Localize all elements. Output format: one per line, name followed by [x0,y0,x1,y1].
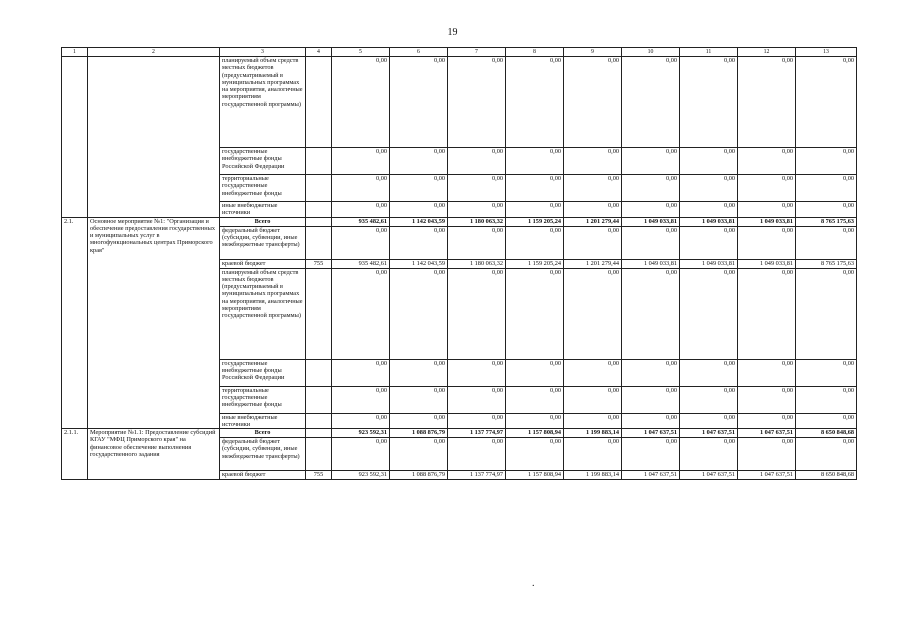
value-cell: 0,00 [796,268,857,359]
value-cell: 1 201 279,44 [564,259,622,268]
value-cell: 0,00 [680,438,738,471]
value-cell: 0,00 [448,413,506,429]
value-cell: 0,00 [738,359,796,386]
value-cell: 8 650 848,68 [796,429,857,438]
grbs-cell [306,57,332,148]
value-cell: 1 142 043,59 [390,217,448,226]
value-cell: 0,00 [680,202,738,218]
column-number-row [62,48,857,57]
value-cell: 0,00 [448,386,506,413]
grbs-cell [306,268,332,359]
value-cell: 1 142 043,59 [390,259,448,268]
value-cell: 0,00 [738,226,796,259]
value-cell: 0,00 [622,226,680,259]
value-cell: 0,00 [564,202,622,218]
value-cell: 1 159 205,24 [506,217,564,226]
column-header: 13 [796,48,857,57]
value-cell: 0,00 [390,57,448,148]
value-cell: 0,00 [622,413,680,429]
value-cell: 1 047 637,51 [680,429,738,438]
column-header: 9 [564,48,622,57]
value-cell: 0,00 [796,438,857,471]
value-cell: 0,00 [622,438,680,471]
column-header: 3 [220,48,306,57]
value-cell: 0,00 [332,413,390,429]
value-cell: 1 049 033,81 [738,259,796,268]
value-cell: 1 049 033,81 [738,217,796,226]
value-cell: 1 159 205,24 [506,259,564,268]
source-label: территориальные государственные внебюджетные фонды [220,175,306,202]
value-cell: 0,00 [564,175,622,202]
row-number: 2.1. [62,217,88,429]
table-row [62,429,857,438]
column-header: 5 [332,48,390,57]
value-cell: 0,00 [390,359,448,386]
budget-table [61,47,857,480]
value-cell: 0,00 [332,202,390,218]
value-cell: 1 201 279,44 [564,217,622,226]
value-cell: 1 137 774,97 [448,429,506,438]
column-header: 8 [506,48,564,57]
value-cell: 0,00 [506,175,564,202]
value-cell: 0,00 [622,386,680,413]
value-cell: 0,00 [390,438,448,471]
value-cell: 1 157 808,94 [506,429,564,438]
value-cell: 0,00 [448,359,506,386]
value-cell: 0,00 [390,175,448,202]
value-cell: 0,00 [564,268,622,359]
value-cell: 0,00 [680,226,738,259]
value-cell: 0,00 [738,268,796,359]
grbs-cell [306,386,332,413]
column-header: 7 [448,48,506,57]
column-header: 12 [738,48,796,57]
grbs-cell [306,438,332,471]
value-cell: 8 765 175,63 [796,217,857,226]
value-cell: 0,00 [680,413,738,429]
value-cell: 1 047 637,51 [622,429,680,438]
value-cell: 0,00 [796,57,857,148]
value-cell: 0,00 [448,268,506,359]
value-cell: 0,00 [390,202,448,218]
source-label: государственные внебюджетные фонды Российской Федерации [220,359,306,386]
grbs-cell [306,202,332,218]
value-cell: 0,00 [332,268,390,359]
column-header: 6 [390,48,448,57]
value-cell: 0,00 [796,413,857,429]
value-cell: 1 047 637,51 [622,471,680,480]
source-label: государственные внебюджетные фонды Российской Федерации [220,148,306,175]
value-cell: 1 157 808,94 [506,471,564,480]
value-cell: 1 049 033,81 [680,217,738,226]
value-cell: 0,00 [564,438,622,471]
value-cell: 0,00 [564,148,622,175]
value-cell: 0,00 [796,359,857,386]
value-cell: 0,00 [448,57,506,148]
grbs-cell [306,359,332,386]
column-header: 11 [680,48,738,57]
value-cell: 0,00 [390,268,448,359]
value-cell: 0,00 [738,175,796,202]
value-cell: 0,00 [390,148,448,175]
source-label: планируемый объем средств местных бюджетов (предусматриваемый в муниципальных программах на мероприятия, аналогичные мероприятиям государственной программы) [220,268,306,359]
value-cell: 1 180 063,32 [448,259,506,268]
source-label: иные внебюджетные источники [220,202,306,218]
value-cell: 935 482,61 [332,217,390,226]
value-cell: 0,00 [738,57,796,148]
value-cell: 1 088 876,79 [390,471,448,480]
value-cell: 0,00 [332,148,390,175]
value-cell: 0,00 [738,413,796,429]
value-cell: 0,00 [506,57,564,148]
value-cell: 0,00 [448,202,506,218]
value-cell: 0,00 [332,359,390,386]
source-label: Всего [220,217,306,226]
value-cell: 0,00 [564,413,622,429]
value-cell: 0,00 [564,226,622,259]
value-cell: 0,00 [680,148,738,175]
value-cell: 923 592,31 [332,429,390,438]
value-cell: 0,00 [738,202,796,218]
grbs-cell [306,429,332,438]
value-cell: 1 199 883,14 [564,471,622,480]
grbs-cell: 755 [306,471,332,480]
value-cell: 1 047 637,51 [680,471,738,480]
column-header: 2 [88,48,220,57]
value-cell: 0,00 [448,148,506,175]
value-cell: 0,00 [680,175,738,202]
column-header: 4 [306,48,332,57]
value-cell: 0,00 [622,359,680,386]
column-header: 10 [622,48,680,57]
value-cell: 0,00 [796,175,857,202]
source-label: территориальные государственные внебюджетные фонды [220,386,306,413]
value-cell: 923 592,31 [332,471,390,480]
value-cell: 1 180 063,32 [448,217,506,226]
value-cell: 0,00 [680,386,738,413]
source-label: федеральный бюджет (субсидии, субвенции, иные межбюджетные трансферты) [220,438,306,471]
grbs-cell [306,175,332,202]
value-cell: 0,00 [332,57,390,148]
value-cell: 0,00 [738,386,796,413]
column-header: 1 [62,48,88,57]
source-label: федеральный бюджет (субсидии, субвенции, иные межбюджетные трансферты) [220,226,306,259]
value-cell: 0,00 [390,226,448,259]
value-cell: 0,00 [796,226,857,259]
value-cell: 1 199 883,14 [564,429,622,438]
value-cell: 0,00 [564,57,622,148]
value-cell: 0,00 [564,386,622,413]
value-cell: 935 482,61 [332,259,390,268]
grbs-cell [306,226,332,259]
row-number [62,57,88,218]
table-row [62,217,857,226]
value-cell: 1 049 033,81 [622,217,680,226]
value-cell: 0,00 [622,148,680,175]
value-cell: 0,00 [448,226,506,259]
value-cell: 1 049 033,81 [680,259,738,268]
value-cell: 0,00 [332,175,390,202]
value-cell: 1 047 637,51 [738,471,796,480]
value-cell: 0,00 [390,386,448,413]
value-cell: 1 047 637,51 [738,429,796,438]
value-cell: 0,00 [622,268,680,359]
value-cell: 0,00 [506,386,564,413]
value-cell: 0,00 [622,57,680,148]
value-cell: 1 049 033,81 [622,259,680,268]
value-cell: 0,00 [796,386,857,413]
source-label: иные внебюджетные источники [220,413,306,429]
row-number: 2.1.1. [62,429,88,480]
value-cell: 0,00 [506,226,564,259]
value-cell: 0,00 [506,359,564,386]
value-cell: 1 137 774,97 [448,471,506,480]
source-label: краевой бюджет [220,471,306,480]
value-cell: 8 650 848,68 [796,471,857,480]
value-cell: 1 088 876,79 [390,429,448,438]
value-cell: 0,00 [332,226,390,259]
measure-title: Мероприятие №1.1: Предоставление субсидий КГАУ "МФЦ Приморского края" на финансовое обеспечение выполнения государственного задания [88,429,220,480]
source-label: Всего [220,429,306,438]
value-cell: 0,00 [332,386,390,413]
page-mark: . [532,578,535,589]
value-cell: 0,00 [506,413,564,429]
value-cell: 0,00 [622,175,680,202]
value-cell: 0,00 [796,202,857,218]
grbs-cell [306,148,332,175]
source-label: планируемый объем средств местных бюджетов (предусматриваемый в муниципальных программах на мероприятия, аналогичные мероприятиям государственной программы) [220,57,306,148]
value-cell: 0,00 [506,148,564,175]
value-cell: 0,00 [680,359,738,386]
source-label: краевой бюджет [220,259,306,268]
value-cell: 0,00 [738,148,796,175]
value-cell: 0,00 [506,202,564,218]
value-cell: 0,00 [622,202,680,218]
value-cell: 0,00 [680,268,738,359]
value-cell: 0,00 [332,438,390,471]
value-cell: 0,00 [506,268,564,359]
grbs-cell [306,217,332,226]
value-cell: 0,00 [564,359,622,386]
value-cell: 0,00 [448,175,506,202]
grbs-cell [306,413,332,429]
value-cell: 0,00 [738,438,796,471]
value-cell: 0,00 [390,413,448,429]
grbs-cell: 755 [306,259,332,268]
table-row [62,57,857,148]
value-cell: 0,00 [448,438,506,471]
measure-title [88,57,220,218]
value-cell: 0,00 [796,148,857,175]
measure-title: Основное мероприятие №1: "Организация и обеспечение предоставления государственных и муниципальных услуг в многофункциональных центрах Приморского края" [88,217,220,429]
value-cell: 0,00 [506,438,564,471]
page-number: 19 [447,27,458,38]
value-cell: 8 765 175,63 [796,259,857,268]
value-cell: 0,00 [680,57,738,148]
